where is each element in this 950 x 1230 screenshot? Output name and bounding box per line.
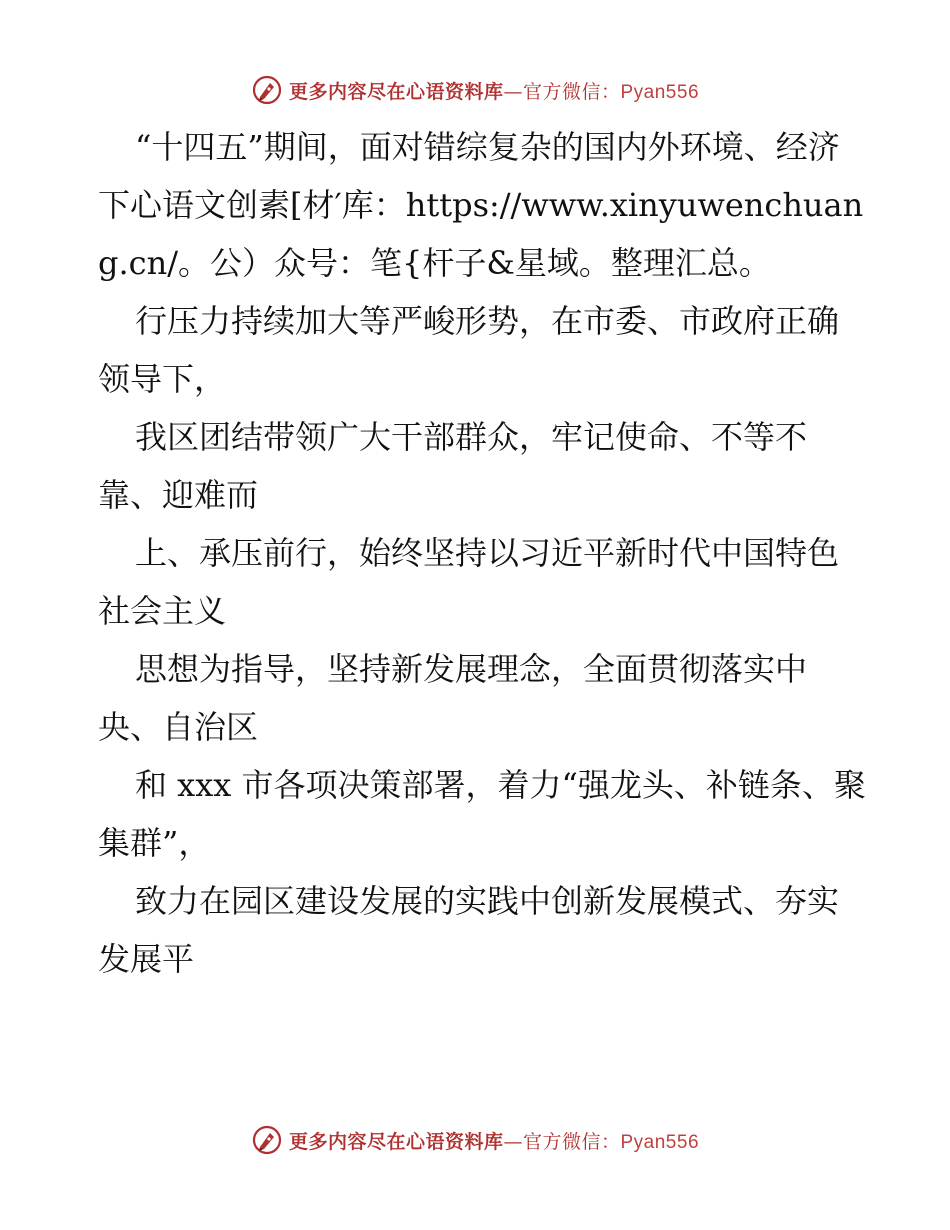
pen-nib-logo-icon xyxy=(251,1124,283,1156)
paragraph: 上、承压前行，始终坚持以习近平新时代中国特色社会主义 xyxy=(98,534,840,630)
paragraph: 和 xxx 市各项决策部署，着力“强龙头、补链条、聚集群”， xyxy=(98,766,866,862)
banner-wechat-label: 官方微信： xyxy=(522,80,621,103)
banner-dash: — xyxy=(503,1130,523,1153)
document-body xyxy=(98,118,868,988)
banner-text xyxy=(289,77,699,104)
footer-banner-inner xyxy=(251,1124,699,1156)
pen-nib-logo-icon xyxy=(251,74,283,106)
banner-dash: — xyxy=(503,80,523,103)
banner-wechat-handle: Pyan556 xyxy=(620,1131,700,1153)
paragraph: 行压力持续加大等严峻形势，在市委、市政府正确领导下， xyxy=(98,302,840,398)
banner-main-text: 更多内容尽在心语资料库 xyxy=(288,1130,504,1153)
paragraph: 我区团结带领广大干部群众，牢记使命、不等不靠、迎难而 xyxy=(98,418,808,514)
paragraph: “十四五”期间，面对错综复杂的国内外环境、经济下心语文创素[材′库：https://www.xinyuwenchuang.cn/。公）众号：笔{杆子&星域。整理汇总。 xyxy=(98,128,864,282)
header-banner xyxy=(0,70,950,110)
banner-wechat-handle: Pyan556 xyxy=(620,81,700,103)
header-banner-inner xyxy=(251,74,699,106)
paragraph: 致力在园区建设发展的实践中创新发展模式、夯实发展平 xyxy=(98,882,840,978)
footer-banner xyxy=(0,1120,950,1160)
banner-wechat-label: 官方微信： xyxy=(522,1130,621,1153)
banner-text xyxy=(289,1127,699,1154)
paragraph: 思想为指导，坚持新发展理念，全面贯彻落实中央、自治区 xyxy=(98,650,808,746)
banner-main-text: 更多内容尽在心语资料库 xyxy=(288,80,504,103)
